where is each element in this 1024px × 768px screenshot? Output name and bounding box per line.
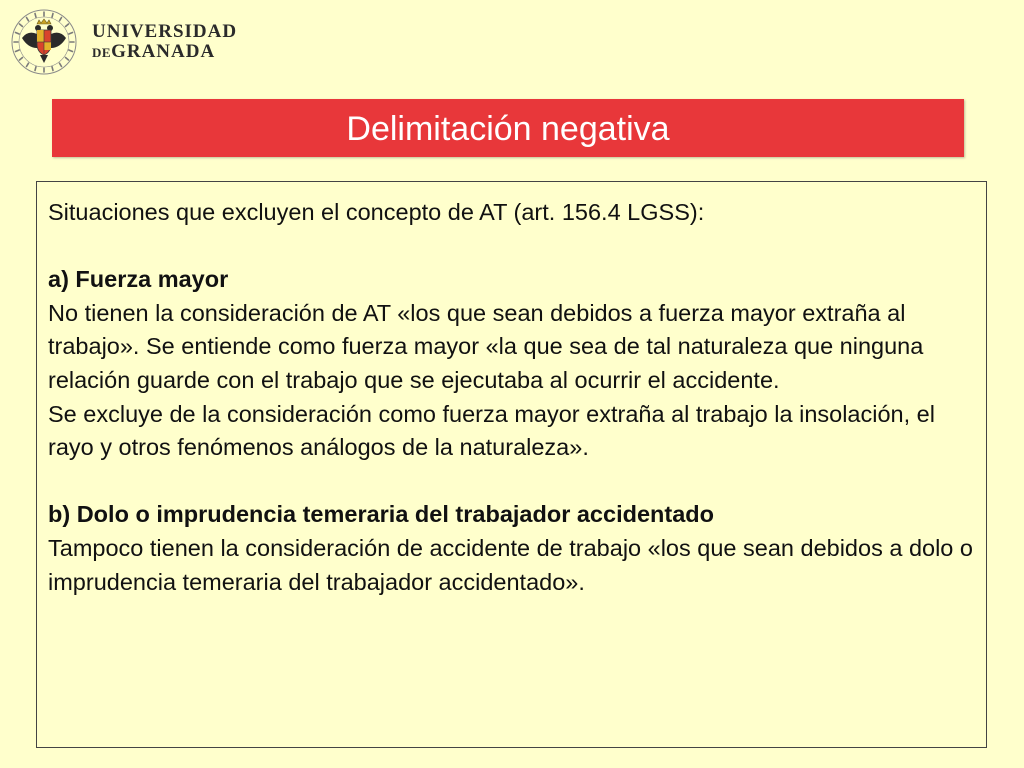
- slide-title-bar: [52, 99, 964, 157]
- university-name-main: GRANADA: [111, 41, 216, 62]
- university-name-line2: [92, 42, 237, 63]
- content-box: [36, 181, 987, 748]
- spacer: [48, 465, 976, 499]
- university-name: [92, 22, 237, 63]
- university-name-line1: UNIVERSIDAD: [92, 21, 238, 42]
- section-b-heading: b) Dolo o imprudencia temeraria del trabajador accidentado: [48, 501, 714, 528]
- section-b-paragraph-1: Tampoco tienen la consideración de accidente de trabajo «los que sean debidos a dolo o imprudencia temeraria del trabajador accidentado».: [48, 534, 973, 595]
- university-seal-icon: [10, 8, 78, 76]
- intro-text: Situaciones que excluyen el concepto de AT (art. 156.4 LGSS):: [48, 199, 705, 225]
- university-name-prefix: DE: [92, 45, 112, 60]
- section-a-paragraph-2: Se excluye de la consideración como fuerza mayor extraña al trabajo la insolación, el rayo y otros fenómenos análogos de la naturaleza».: [48, 400, 935, 461]
- section-a-paragraph-1: No tienen la consideración de AT «los que sean debidos a fuerza mayor extraña al trabajo». Se entiende como fuerza mayor «la que sea de tal naturaleza que ninguna relación guarde con el trabajo que se ejecutaba al ocurrir el accidente.: [48, 299, 924, 393]
- slide-title: Delimitación negativa: [346, 110, 670, 148]
- university-logo: [10, 8, 250, 80]
- spacer: [48, 230, 976, 264]
- section-a-heading: a) Fuerza mayor: [48, 266, 229, 293]
